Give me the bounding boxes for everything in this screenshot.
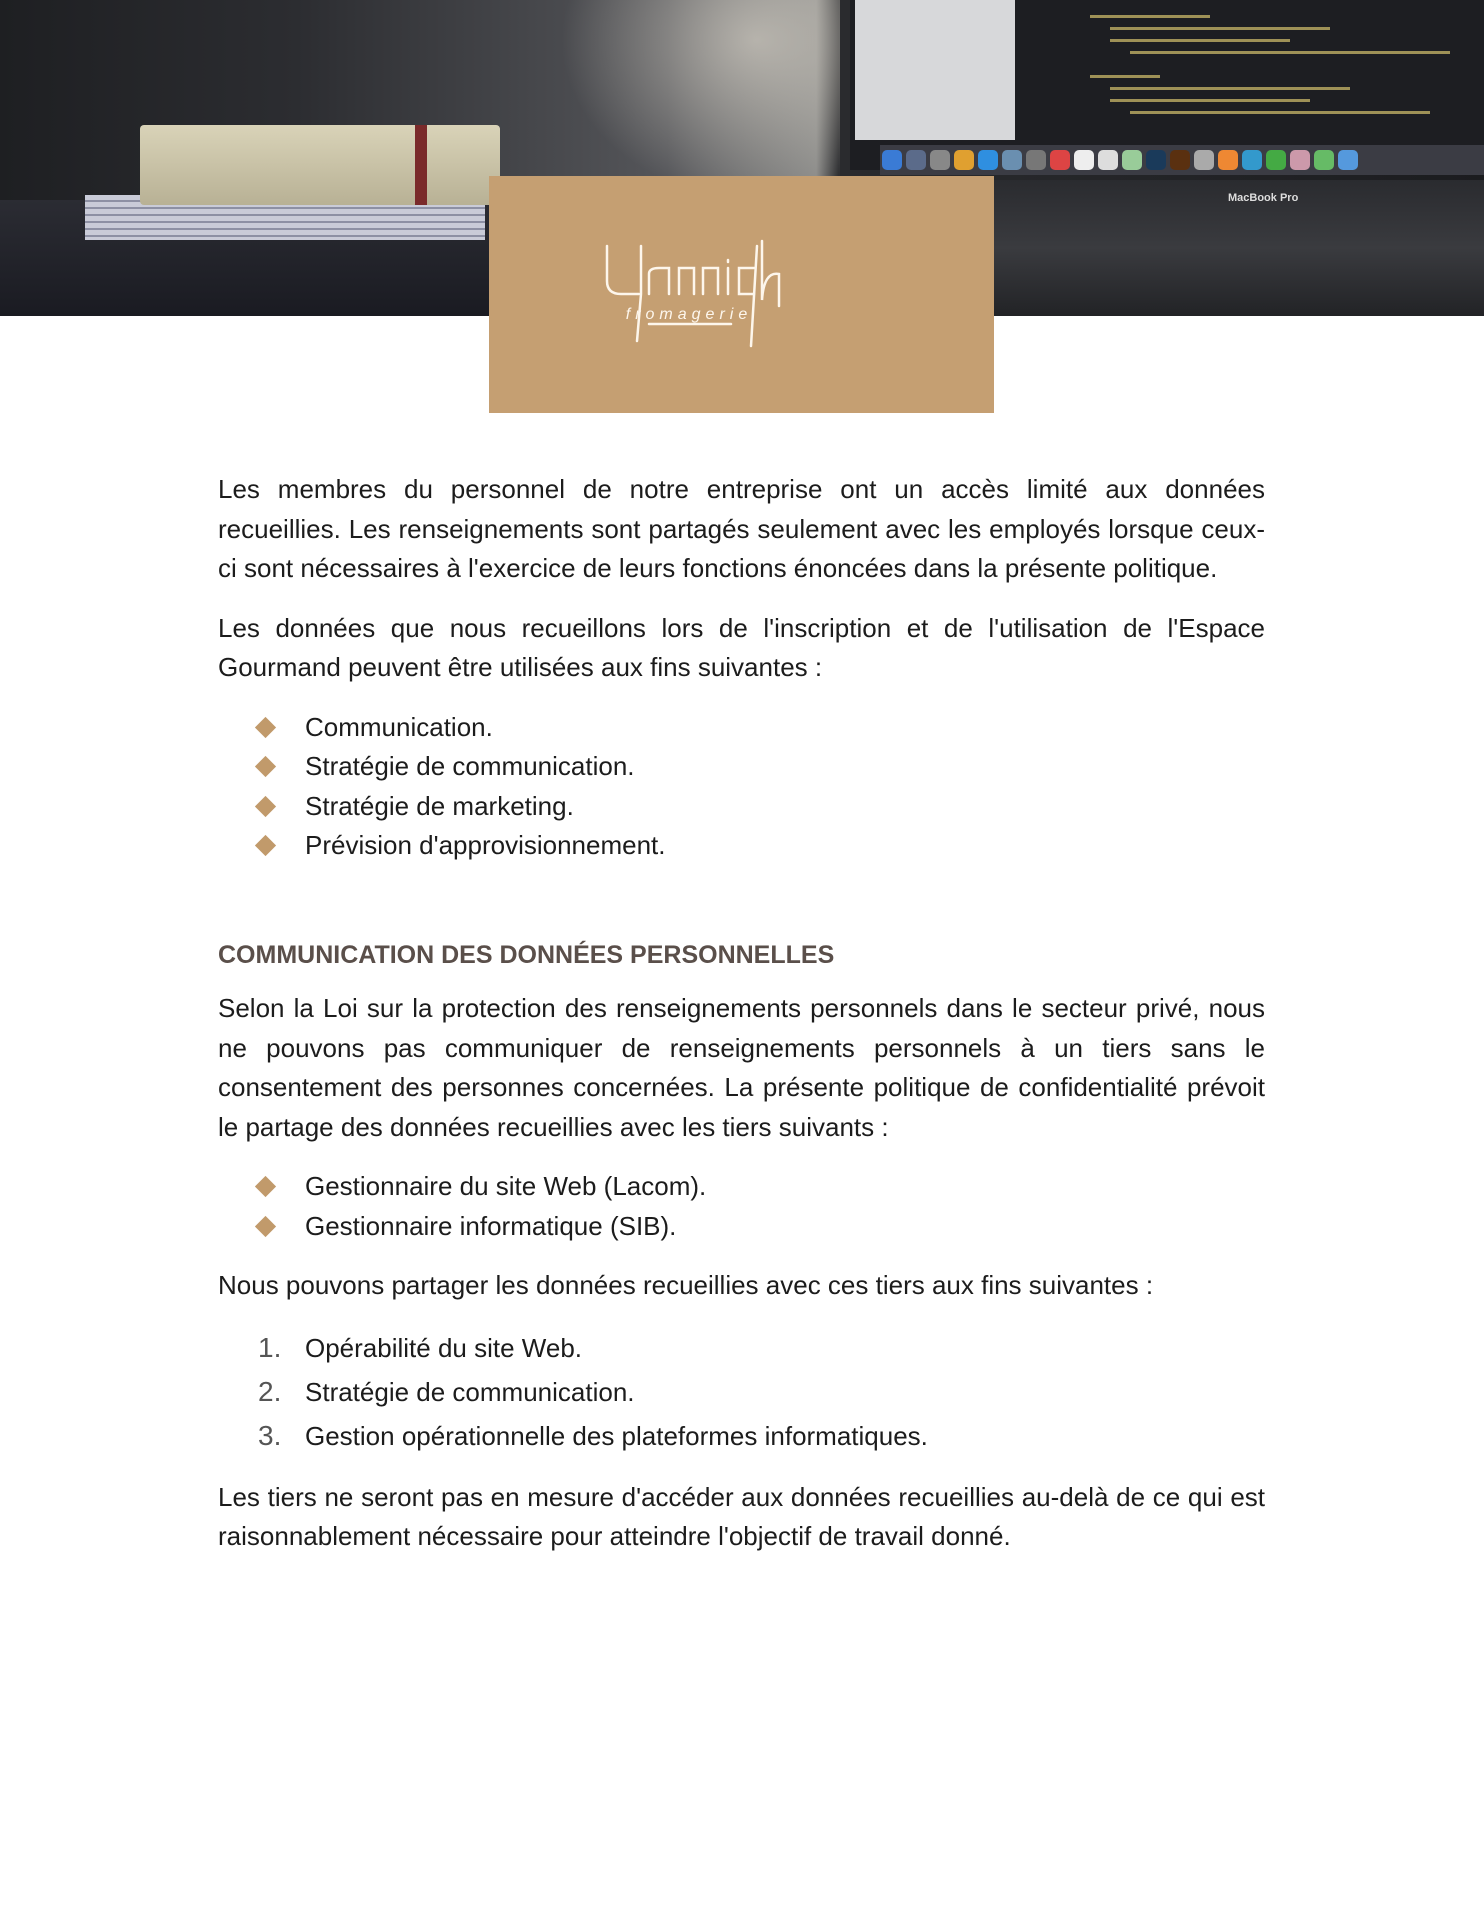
list-item: [258, 708, 1265, 748]
list-item: [258, 787, 1265, 827]
list-item: [258, 1370, 1265, 1414]
list-number: 3.: [258, 1419, 282, 1451]
editor-sidebar: [855, 0, 1015, 140]
company-logo: [489, 176, 994, 413]
document-body: [218, 470, 1265, 1577]
dock: [880, 145, 1484, 175]
list-item: [258, 1167, 1265, 1207]
list-item-text: Prévision d'approvisionnement.: [305, 830, 666, 860]
list-item: [258, 1326, 1265, 1370]
list-item-text: Stratégie de communication.: [305, 1376, 635, 1407]
paragraph-data-uses: Les données que nous recueillons lors de l'inscription et de l'utilisation de l'Espace Gourmand peuvent être utilisées aux fins suivantes :: [218, 612, 1265, 682]
list-item: [258, 826, 1265, 866]
paragraph-law: Selon la Loi sur la protection des renseignements personnels dans le secteur privé, nous ne pouvons pas communiquer de renseignements personnels à un tiers sans le consentement des personnes concernées. La présente politique de confidentialité prévoit le partage des données recueillies avec les tiers suivants :: [218, 993, 1265, 1142]
yannick-logo-mark: [489, 176, 994, 413]
diamond-bullet-icon: [255, 1215, 276, 1236]
diamond-bullet-icon: [255, 716, 276, 737]
laptop-label: MacBook Pro: [1228, 192, 1299, 204]
diamond-bullet-icon: [255, 795, 276, 816]
list-item-text: Gestionnaire informatique (SIB).: [305, 1210, 677, 1241]
list-number: 1.: [258, 1331, 282, 1363]
list-item-text: Gestionnaire du site Web (Lacom).: [305, 1171, 707, 1201]
notebook-band: [415, 125, 427, 205]
list-item-text: Gestion opérationnelle des plateformes informatiques.: [305, 1420, 928, 1451]
paragraph-limits: Les tiers ne seront pas en mesure d'accéder aux données recueillies au-delà de ce qui est raisonnablement nécessaire pour atteindre l'objectif de travail donné.: [218, 1481, 1265, 1551]
list-item: [258, 1414, 1265, 1458]
section-heading: COMMUNICATION DES DONNÉES PERSONNELLES: [218, 940, 835, 969]
notebook: [140, 125, 500, 205]
list-item: [258, 747, 1265, 787]
diamond-bullet-icon: [255, 835, 276, 856]
list-item-text: Communication.: [305, 711, 493, 742]
wall-light: [560, 0, 840, 200]
list-item-text: Stratégie de communication.: [305, 751, 635, 781]
diamond-bullet-icon: [255, 756, 276, 777]
list-number: 2.: [258, 1375, 282, 1407]
logo-subtitle: fromagerie: [625, 306, 753, 323]
list-item-text: Stratégie de marketing.: [305, 790, 574, 821]
uses-list: [218, 708, 1265, 866]
list-item: [258, 1207, 1265, 1247]
paragraph-staff-access: Les membres du personnel de notre entreprise ont un accès limité aux données recueillies. Les renseignements sont partagés seulement avec les employés lorsque ceux-ci sont nécessaires à l'exercice de leurs fonctions énoncées dans la présente politique.: [218, 474, 1265, 583]
diamond-bullet-icon: [255, 1176, 276, 1197]
third-parties-list: [218, 1167, 1265, 1246]
list-item-text: Opérabilité du site Web.: [305, 1332, 582, 1363]
purposes-list: [218, 1326, 1265, 1458]
code-editor: [1030, 0, 1480, 140]
paragraph-sharing: Nous pouvons partager les données recueillies avec ces tiers aux fins suivantes :: [218, 1270, 1154, 1300]
